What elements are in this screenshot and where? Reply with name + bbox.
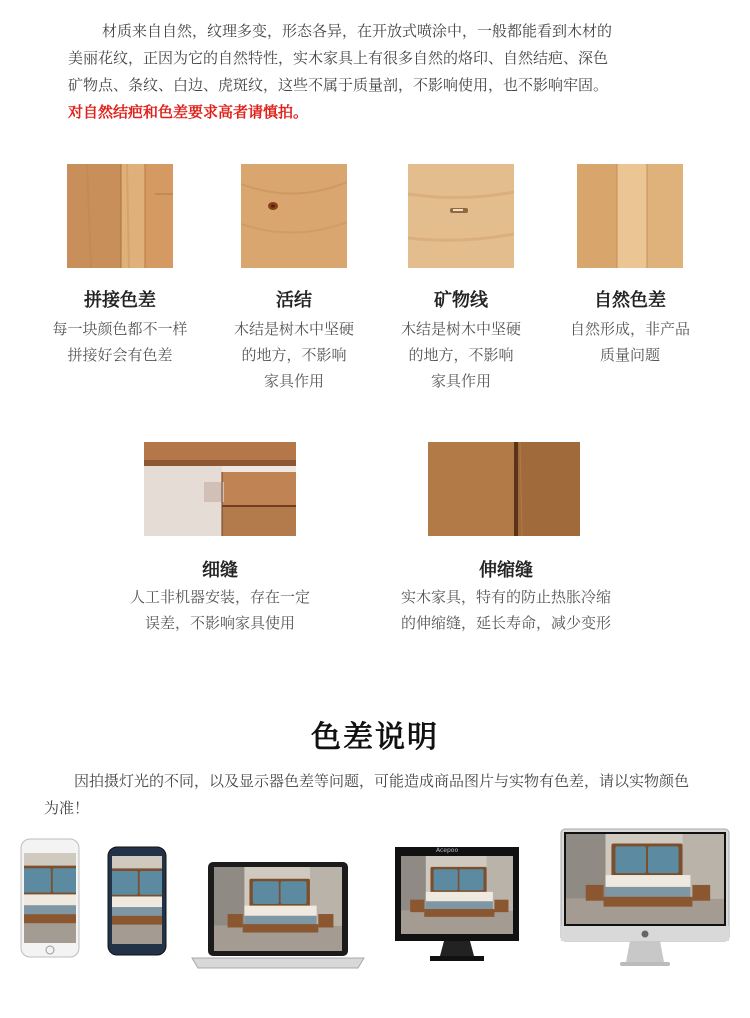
feature-title-splice: 拼接色差 (84, 290, 156, 311)
fine-gap-image (144, 442, 296, 536)
color-diff-notice (44, 768, 724, 822)
natural-color-diff-image (577, 164, 683, 268)
feature-title-live-knot: 活结 (276, 290, 312, 311)
live-knot-image (241, 164, 347, 268)
mineral-line-image (408, 164, 514, 268)
imac (560, 828, 730, 968)
feature-desc-live-knot: 木结是树木中坚硬 的地方，不影响 家具作用 (233, 320, 354, 390)
feature-desc-splice: 每一块颜色都不一样 拼接好会有色差 (52, 320, 188, 364)
feature-desc-mineral-line: 木结是树木中坚硬 的地方，不影响 家具作用 (400, 320, 521, 390)
feature-title-expansion-gap: 伸缩缝 (479, 560, 533, 581)
notice-line-1: 因拍摄灯光的不同，以及显示器色差等问题，可能造成商品图片与实物有色差，请以实物颜色 (74, 772, 690, 790)
warning-text: 对自然结疤和色差要求高者请慎拍。 (68, 103, 309, 121)
white-phone (20, 838, 80, 958)
color-diff-title: 色差说明 (311, 720, 439, 755)
monitor-brand: Acepoo (436, 847, 459, 854)
feature-desc-expansion-gap: 实木家具，特有的防止热胀冷缩 的伸缩缝，延长寿命，减少变形 (400, 588, 611, 632)
intro-line-2: 美丽花纹，正因为它的自然特性，实木家具上有很多自然的烙印、自然结疤、深色 (68, 49, 609, 67)
splice-color-diff-image (67, 164, 173, 268)
feature-desc-natural-color: 自然形成，非产品 质量问题 (569, 320, 690, 364)
feature-title-mineral-line: 矿物线 (434, 290, 488, 311)
feature-title-natural-color: 自然色差 (594, 290, 666, 311)
notice-line-2: 为准！ (44, 799, 90, 817)
feature-title-fine-gap: 细缝 (202, 560, 238, 581)
intro-line-3: 矿物点、条纹、白边、虎斑纹，这些不属于质量剖，不影响使用，也不影响牢固。 (68, 76, 609, 94)
feature-desc-fine-gap: 人工非机器安装，存在一定 误差，不影响家具使用 (129, 588, 310, 632)
expansion-gap-image (428, 442, 580, 536)
monitor (394, 846, 520, 966)
intro-text (68, 18, 698, 126)
laptop (190, 860, 366, 970)
dark-phone (107, 846, 167, 956)
intro-line-1: 材质来自自然，纹理多变，形态各异，在开放式喷涂中，一般都能看到木材的 (102, 22, 613, 40)
